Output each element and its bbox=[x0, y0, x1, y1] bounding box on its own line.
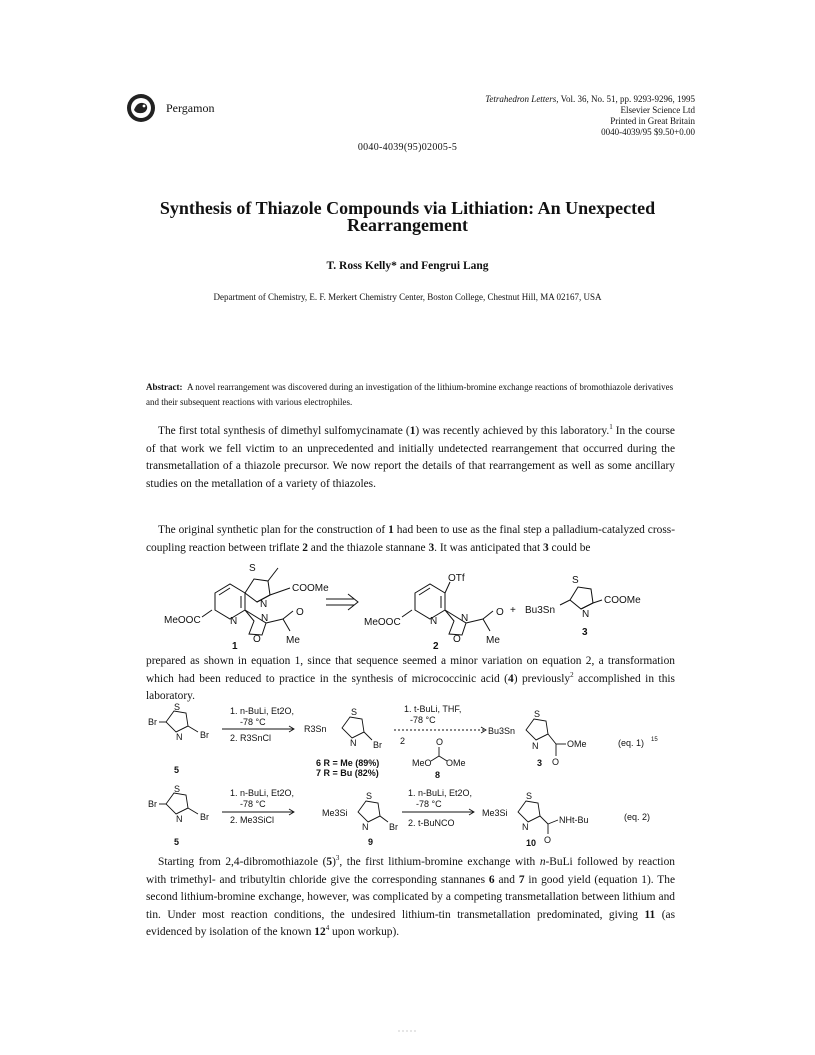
atom-O: O bbox=[496, 607, 504, 618]
structure-stannane-6-7 bbox=[342, 717, 372, 740]
page-number-mark bbox=[396, 1028, 420, 1034]
compound-ref: 7 bbox=[518, 873, 525, 886]
compound-ref: 5 bbox=[326, 856, 333, 868]
eq1-step2-temp: -78 °C bbox=[410, 715, 436, 725]
text-run: n bbox=[539, 856, 546, 868]
text-run: Starting from 2,4-dibromothiazole ( bbox=[158, 856, 327, 868]
compound-ref: 1 bbox=[409, 425, 416, 437]
compound-label-7: 7 R = Bu (82%) bbox=[316, 768, 379, 778]
journal-citation bbox=[435, 94, 695, 138]
body-paragraph-3 bbox=[146, 653, 675, 706]
eq2-br-left: Br bbox=[148, 799, 157, 809]
compound-ref: 4 bbox=[507, 672, 514, 685]
body-paragraph-2 bbox=[146, 522, 675, 557]
compound-ref: 3 bbox=[428, 541, 435, 554]
abstract bbox=[146, 380, 676, 410]
c2-meooc-label: MeOOC bbox=[364, 617, 401, 628]
scheme-compounds-1-2-3 bbox=[150, 555, 670, 650]
text-run: , the first lithium-bromine exchange with bbox=[339, 856, 540, 868]
body-paragraph-1 bbox=[146, 423, 675, 493]
atom-N: N bbox=[350, 738, 357, 748]
eq1-step1-quench: 2. R3SnCl bbox=[230, 733, 272, 743]
atom-N: N bbox=[260, 599, 268, 610]
eq2-step1-temp: -78 °C bbox=[240, 799, 266, 809]
atom-O: O bbox=[453, 634, 461, 645]
eq2-me3si-label: Me3Si bbox=[322, 808, 348, 818]
compound-ref: 11 bbox=[644, 908, 656, 921]
atom-S: S bbox=[351, 707, 358, 717]
eq2-step1-reagent: 1. n-BuLi, Et2O, bbox=[230, 788, 295, 798]
compound-label-1: 1 bbox=[232, 641, 238, 652]
compound-label-3: 3 bbox=[582, 627, 588, 638]
c1-me-label: Me bbox=[286, 635, 300, 646]
text-run: -BuLi followed by reaction with trimethyl- and tributyltin chloride give the corresponding stannanes bbox=[146, 856, 675, 886]
eq1-step1-temp: -78 °C bbox=[240, 717, 266, 727]
atom-N: N bbox=[230, 616, 238, 627]
doi-code: 0040-4039(95)02005-5 bbox=[357, 142, 458, 153]
journal-price-line: 0040-4039/95 $9.50+0.00 bbox=[601, 127, 695, 137]
compound-label-6: 6 R = Me (89%) bbox=[316, 758, 380, 768]
pergamon-logo-icon bbox=[126, 93, 156, 123]
c3-bu3sn-label: Bu3Sn bbox=[525, 605, 556, 616]
compound-ref: 12 bbox=[314, 926, 326, 939]
eq1-step2-index: 2 bbox=[400, 736, 406, 746]
compound-ref: 2 bbox=[302, 541, 308, 554]
journal-publisher-line: Elsevier Science Ltd bbox=[620, 105, 695, 115]
atom-S: S bbox=[572, 575, 579, 586]
structure-silane-9 bbox=[358, 801, 388, 822]
equation-2-tag: (eq. 2) bbox=[624, 812, 651, 822]
eq2-step1-quench: 2. Me3SiCl bbox=[230, 815, 275, 825]
text-run: . It was anticipated that bbox=[434, 541, 543, 554]
eq1-step1-reagent: 1. n-BuLi, Et2O, bbox=[230, 706, 295, 716]
atom-N: N bbox=[532, 741, 539, 751]
atom-N: N bbox=[176, 814, 183, 824]
eq2-br-right: Br bbox=[200, 812, 209, 822]
journal-name: Tetrahedron Letters, bbox=[485, 94, 559, 104]
compound-label-5-eq2: 5 bbox=[174, 837, 180, 847]
equation-2-scheme bbox=[146, 784, 686, 850]
atom-O: O bbox=[436, 737, 444, 747]
journal-volume: Vol. 36, No. 51, pp. 9293-9296, 1995 bbox=[558, 94, 695, 104]
body-paragraph-4 bbox=[146, 854, 675, 942]
compound-label-8: 8 bbox=[435, 770, 441, 780]
c1-ester-label: COOMe bbox=[292, 583, 329, 594]
atom-N: N bbox=[176, 732, 183, 742]
abstract-label: Abstract: bbox=[146, 382, 183, 392]
equation-1-tag: (eq. 1) bbox=[618, 738, 645, 748]
eq1-bu3sn-label: Bu3Sn bbox=[488, 726, 516, 736]
c3-ester-label: COOMe bbox=[604, 595, 641, 606]
eq2-step2-temp: -78 °C bbox=[416, 799, 442, 809]
structure-compound-3 bbox=[560, 587, 602, 609]
atom-N: N bbox=[261, 613, 269, 624]
text-run: ) previously bbox=[513, 672, 571, 685]
structure-dibromothiazole-5-eq2 bbox=[159, 793, 198, 814]
eq2-step2-reagent: 1. n-BuLi, Et2O, bbox=[408, 788, 473, 798]
eq2-step2-quench: 2. t-BuNCO bbox=[408, 818, 455, 828]
compound-label-10: 10 bbox=[526, 838, 537, 848]
atom-S: S bbox=[249, 563, 256, 574]
atom-N: N bbox=[522, 822, 529, 832]
atom-N: N bbox=[362, 822, 369, 832]
text-run: The first total synthesis of dimethyl sulfomycinamate ( bbox=[158, 425, 410, 437]
structure-compound-1 bbox=[202, 568, 293, 635]
c2-otf-label: OTf bbox=[448, 573, 465, 584]
text-run: In the course of that work we fell victim to an unprecedented and initially undetected rearrangement that occurred during the transmetallation of a thiazole precursor. We now report the details of that rearrangement as well as some ancillary studies on the metallation of a variety of thiazoles. bbox=[146, 425, 675, 490]
compound-label-3-eq1: 3 bbox=[537, 758, 543, 768]
atom-S: S bbox=[526, 791, 533, 801]
text-run: ) was recently achieved by this laboratory. bbox=[415, 425, 610, 437]
atom-S: S bbox=[174, 784, 181, 794]
atom-O: O bbox=[544, 835, 552, 845]
publisher-name: Pergamon bbox=[166, 101, 215, 115]
eq2-nhtbu-label: NHt-Bu bbox=[559, 815, 589, 825]
atom-O: O bbox=[296, 607, 304, 618]
text-run: accomplished in this laboratory. bbox=[146, 672, 675, 703]
journal-printed-line: Printed in Great Britain bbox=[610, 116, 695, 126]
article-title: Synthesis of Thiazole Compounds via Lithiation: An Unexpected Rearrangement bbox=[159, 198, 656, 235]
atom-S: S bbox=[174, 702, 181, 712]
eq1-product-ome: OMe bbox=[567, 739, 587, 749]
atom-O: O bbox=[552, 757, 560, 767]
compound-label-2: 2 bbox=[433, 641, 439, 652]
equation-1-scheme bbox=[146, 702, 686, 786]
citation-ref: 3 bbox=[335, 854, 340, 863]
c2-me-label: Me bbox=[486, 635, 500, 646]
eq2-me3si-product-label: Me3Si bbox=[482, 808, 508, 818]
citation-ref: 2 bbox=[570, 670, 574, 679]
eq1-ome-label: OMe bbox=[446, 758, 466, 768]
citation-ref: 4 bbox=[325, 924, 330, 933]
equation-1-ref: 15 bbox=[651, 737, 658, 743]
abstract-text: A novel rearrangement was discovered during an investigation of the lithium-bromine exchange reactions of bromothiazole derivatives and their subsequent reactions with various electrophiles. bbox=[146, 382, 674, 407]
text-run: prepared as shown in equation 1, since that sequence seemed a minor variation on equation 2, a transformation which had been reduced to practice in the synthesis of micrococcinic acid ( bbox=[146, 655, 675, 685]
text-run: could be bbox=[548, 541, 591, 554]
atom-N: N bbox=[582, 609, 590, 620]
citation-ref: 1 bbox=[609, 423, 613, 432]
plus-sign: + bbox=[510, 605, 516, 616]
eq1-step2-reagent: 1. t-BuLi, THF, bbox=[404, 704, 462, 714]
retrosynthesis-arrow-icon bbox=[326, 594, 358, 610]
text-run: (as evidenced by isolation of the known bbox=[146, 908, 675, 939]
text-run: ) bbox=[332, 856, 336, 868]
text-run: The original synthetic plan for the construction of bbox=[158, 524, 389, 536]
text-run: and the thiazole stannane bbox=[307, 541, 429, 554]
text-run: had been to use as the final step a palladium-catalyzed cross-coupling reaction between triflate bbox=[146, 524, 675, 554]
eq1-br-stannane: Br bbox=[373, 740, 382, 750]
eq1-br-right: Br bbox=[200, 730, 209, 740]
structure-dibromothiazole-5 bbox=[159, 711, 198, 732]
atom-O: O bbox=[253, 634, 261, 645]
affiliation: Department of Chemistry, E. F. Merkert Chemistry Center, Boston College, Chestnut Hill, MA 02167, USA bbox=[213, 292, 602, 302]
authors: T. Ross Kelly* and Fengrui Lang bbox=[326, 260, 489, 272]
text-run: and bbox=[494, 873, 519, 886]
eq1-meo-label: MeO bbox=[412, 758, 432, 768]
eq1-br-left: Br bbox=[148, 717, 157, 727]
compound-label-9: 9 bbox=[368, 837, 374, 847]
c1-meooc-label: MeOOC bbox=[164, 615, 201, 626]
atom-S: S bbox=[534, 709, 541, 719]
compound-ref: 6 bbox=[488, 873, 495, 886]
atom-N: N bbox=[430, 616, 438, 627]
text-run: in good yield (equation 1). The second lithium-bromine exchange, however, was complicated by a competing transmetallation between lithium and tin. Under most reaction conditions, the undesired lithium-tin transmetallation predominated, giving bbox=[146, 873, 675, 921]
atom-N: N bbox=[461, 613, 469, 624]
eq1-r3sn-label: R3Sn bbox=[304, 724, 327, 734]
eq2-br-silane: Br bbox=[389, 822, 398, 832]
atom-S: S bbox=[366, 791, 373, 801]
structure-compound-2 bbox=[402, 582, 493, 635]
compound-label-5: 5 bbox=[174, 765, 180, 775]
compound-ref: 3 bbox=[542, 541, 549, 554]
compound-ref: 1 bbox=[388, 524, 394, 536]
text-run: upon workup). bbox=[329, 926, 400, 939]
